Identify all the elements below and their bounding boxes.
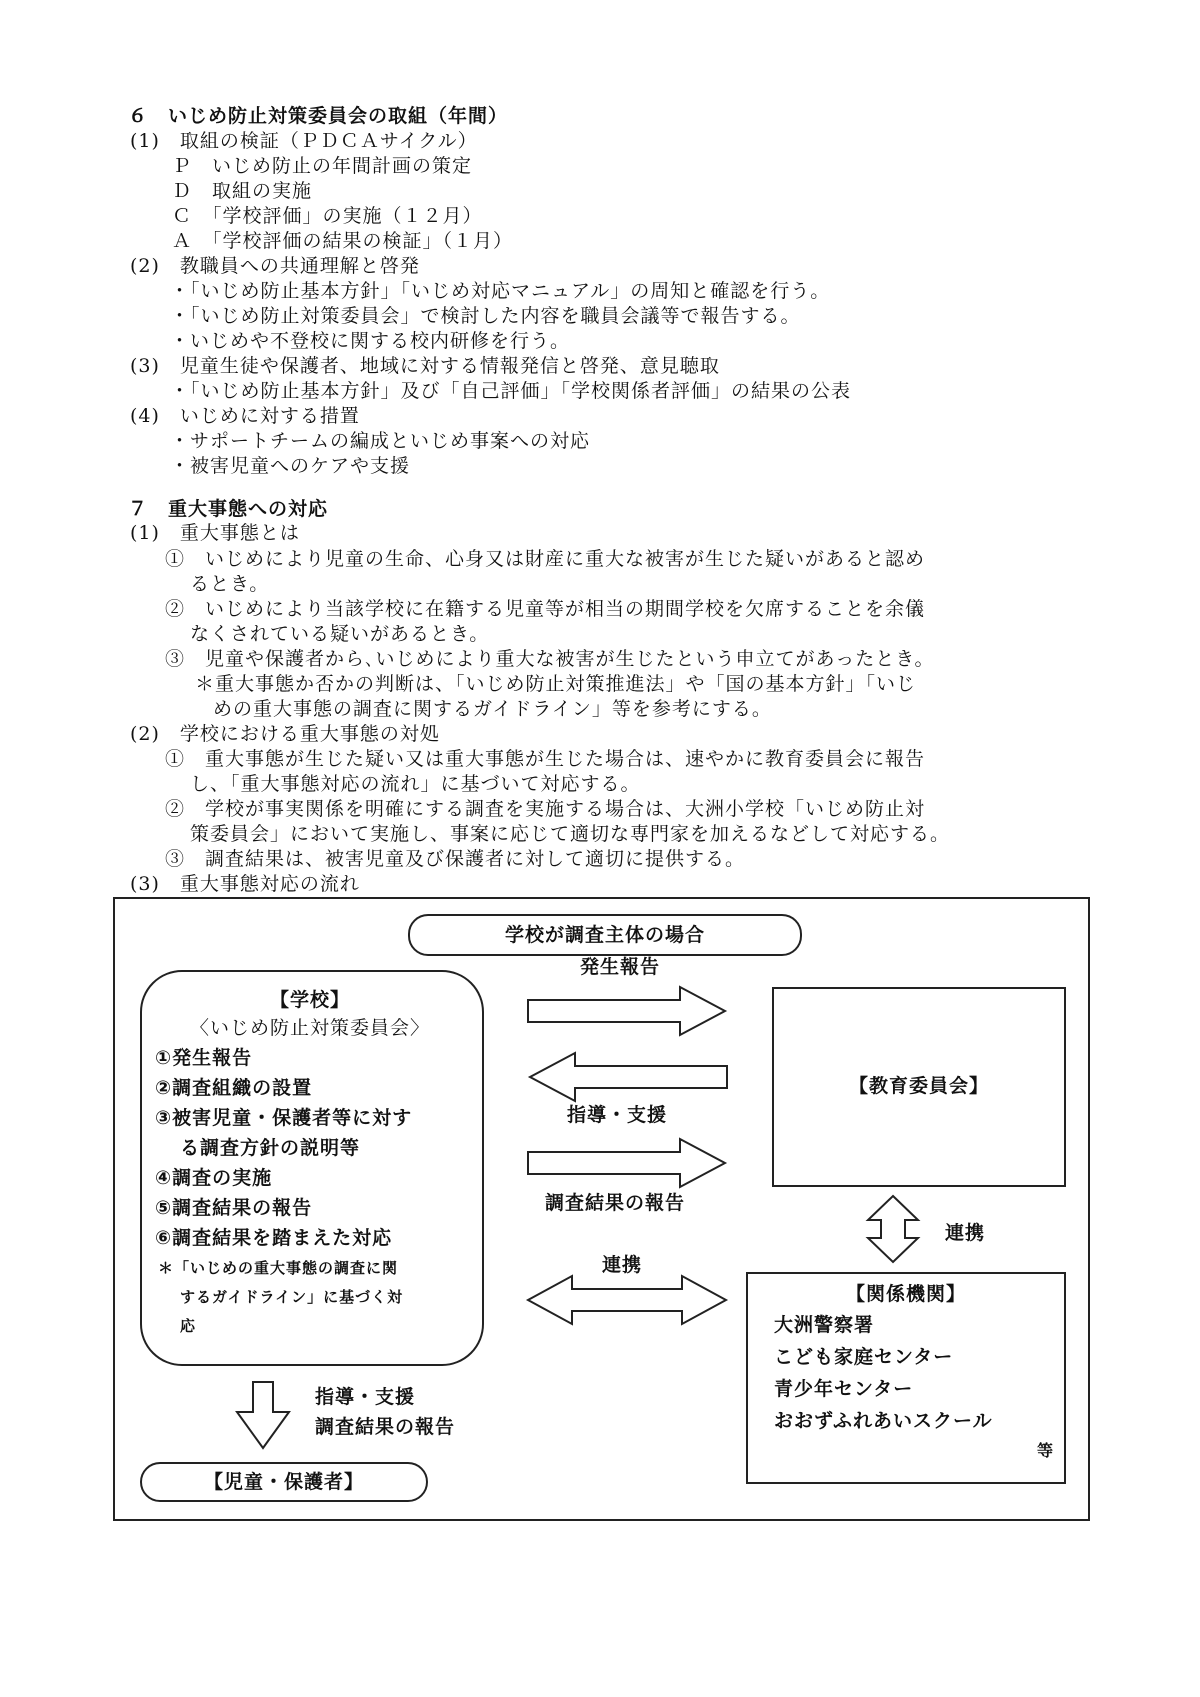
agencies-etc: 等 bbox=[1036, 1441, 1054, 1460]
agency-item: 青少年センター bbox=[774, 1378, 914, 1400]
school-step: ⑤調査結果の報告 bbox=[155, 1197, 313, 1219]
label-report: 発生報告 bbox=[580, 956, 661, 978]
s7-p1-line: るとき。 bbox=[190, 573, 270, 595]
s6-p1-item: Ｃ 「学校評価」の実施（１２月） bbox=[172, 205, 483, 227]
school-step: ④調査の実施 bbox=[155, 1167, 273, 1189]
s7-p1-line: ① いじめにより児童の生命、心身又は財産に重大な被害が生じた疑いがあると認め bbox=[165, 548, 926, 570]
s7-p1-line: なくされている疑いがあるとき。 bbox=[190, 623, 490, 645]
s7-p1-note: めの重大事態の調査に関するガイドライン」等を参考にする。 bbox=[213, 698, 772, 720]
arrow-right-result bbox=[528, 1139, 725, 1187]
s6-p4-item: ・被害児童へのケアや支援 bbox=[170, 455, 411, 477]
s6-p1-item: Ｐ いじめ防止の年間計画の策定 bbox=[172, 155, 473, 177]
agency-item: おおずふれあいスクール bbox=[774, 1410, 993, 1432]
label-down-guidance: 指導・支援 bbox=[315, 1386, 416, 1408]
s7-p2-line: ② 学校が事実関係を明確にする調査を実施する場合は、大洲小学校「いじめ防止対 bbox=[165, 798, 926, 820]
s7-p1-line: ③ 児童や保護者から､いじめにより重大な被害が生じたという申立てがあったとき。 bbox=[165, 648, 935, 670]
s6-p2-item: ・「いじめ防止基本方針」「いじめ対応マニュアル」の周知と確認を行う。 bbox=[170, 280, 831, 302]
s6-p2-item: ・「いじめ防止対策委員会」で検討した内容を職員会議等で報告する。 bbox=[170, 305, 801, 327]
school-note: 応 bbox=[180, 1317, 197, 1335]
label-down-result: 調査結果の報告 bbox=[315, 1416, 456, 1438]
s7-p1-line: ② いじめにより当該学校に在籍する児童等が相当の期間学校を欠席することを余儀 bbox=[165, 598, 926, 620]
s6-p1-item: Ｄ 取組の実施 bbox=[172, 180, 313, 202]
s6-p3-heading: (3) 児童生徒や保護者、地域に対する情報発信と啓発、意見聴取 bbox=[130, 355, 720, 377]
arrow-double-link-right bbox=[868, 1196, 918, 1262]
label-link-center: 連携 bbox=[602, 1254, 643, 1276]
children-title: 【児童・保護者】 bbox=[203, 1471, 364, 1493]
s6-p4-heading: (4) いじめに対する措置 bbox=[130, 405, 360, 427]
s6-p2-heading: (2) 教職員への共通理解と啓発 bbox=[130, 255, 420, 277]
arrow-right-report bbox=[528, 987, 725, 1035]
section-7-title: ７ 重大事態への対応 bbox=[128, 498, 329, 520]
school-note: ＊「いじめの重大事態の調査に関 bbox=[158, 1259, 399, 1277]
s7-p1-heading: (1) 重大事態とは bbox=[130, 522, 300, 544]
school-step: ⑥調査結果を踏まえた対応 bbox=[155, 1227, 393, 1249]
s7-p2-line: し、「重大事態対応の流れ」に基づいて対応する。 bbox=[190, 773, 641, 795]
s6-p1-heading: (1) 取組の検証（ＰＤＣＡサイクル） bbox=[130, 130, 478, 152]
school-step: ②調査組織の設置 bbox=[155, 1077, 313, 1099]
section-6-title: ６ いじめ防止対策委員会の取組（年間） bbox=[128, 105, 509, 127]
agency-item: 大洲警察署 bbox=[774, 1314, 875, 1336]
s6-p1-item: Ａ 「学校評価の結果の検証」（１月） bbox=[172, 230, 514, 252]
school-step: ③被害児童・保護者等に対す bbox=[155, 1107, 413, 1129]
s7-p1-note: ＊重大事態か否かの判断は、「いじめ防止対策推進法」や「国の基本方針」「いじ bbox=[195, 673, 917, 695]
school-subtitle: 〈いじめ防止対策委員会〉 bbox=[189, 1017, 430, 1039]
board-title: 【教育委員会】 bbox=[848, 1075, 989, 1097]
s6-p2-item: ・いじめや不登校に関する校内研修を行う。 bbox=[170, 330, 571, 352]
s6-p3-item: ・「いじめ防止基本方針」及び「自己評価」「学校関係者評価」の結果の公表 bbox=[170, 380, 852, 402]
agencies-title: 【関係機関】 bbox=[845, 1283, 966, 1305]
s7-p2-heading: (2) 学校における重大事態の対処 bbox=[130, 723, 440, 745]
arrow-double-link-center bbox=[528, 1276, 726, 1324]
school-step: ①発生報告 bbox=[155, 1047, 253, 1069]
school-step: る調査方針の説明等 bbox=[180, 1137, 361, 1159]
s6-p4-item: ・サポートチームの編成といじめ事案への対応 bbox=[170, 430, 591, 452]
s7-p2-line: ③ 調査結果は、被害児童及び保護者に対して適切に提供する。 bbox=[165, 848, 746, 870]
s7-p2-line: 策委員会」において実施し、事案に応じて適切な専門家を加えるなどして対応する。 bbox=[190, 823, 951, 845]
label-result: 調査結果の報告 bbox=[545, 1192, 686, 1214]
school-note: するガイドライン」に基づく対 bbox=[180, 1288, 404, 1306]
arrow-left-guidance bbox=[530, 1053, 727, 1101]
school-title: 【学校】 bbox=[269, 989, 350, 1011]
agency-item: こども家庭センター bbox=[774, 1346, 954, 1368]
label-guidance: 指導・支援 bbox=[567, 1104, 668, 1126]
s7-p3-heading: (3) 重大事態対応の流れ bbox=[130, 873, 360, 895]
arrow-down-children bbox=[237, 1382, 289, 1448]
s7-p2-line: ① 重大事態が生じた疑い又は重大事態が生じた場合は、速やかに教育委員会に報告 bbox=[165, 748, 926, 770]
label-link-right: 連携 bbox=[945, 1222, 986, 1244]
diagram-header-text: 学校が調査主体の場合 bbox=[504, 924, 705, 946]
